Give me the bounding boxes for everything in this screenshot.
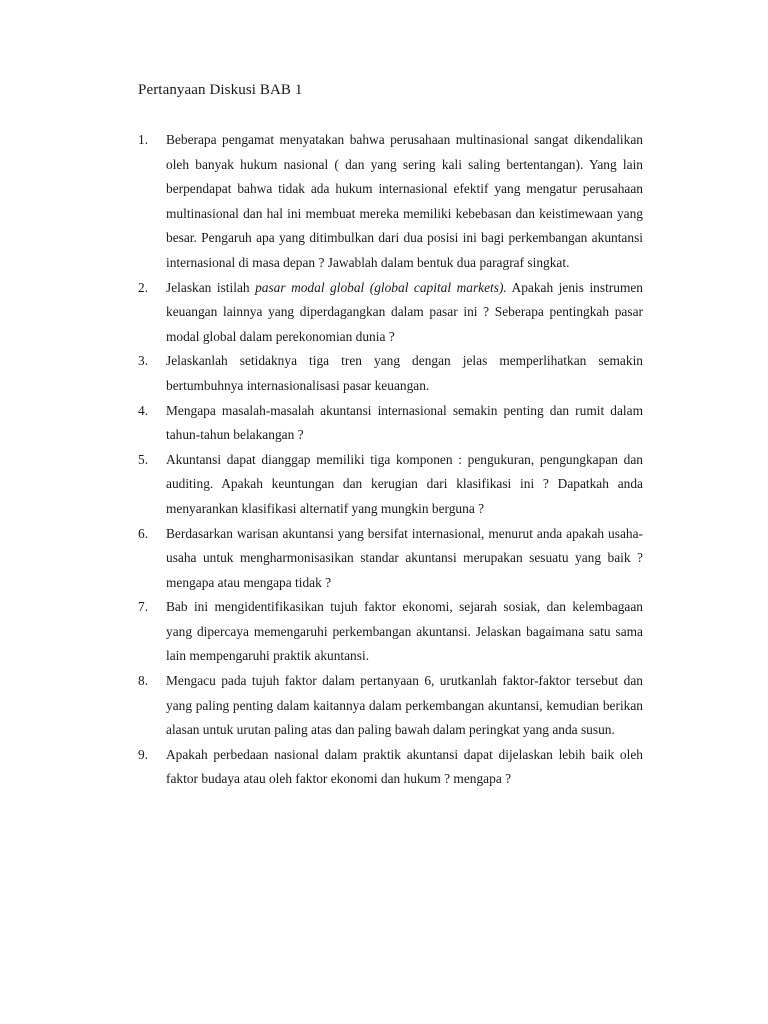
question-item-8 [138, 669, 643, 743]
question-number: 3. [138, 353, 149, 369]
question-text: Beberapa pengamat menyatakan bahwa perusahaan multinasional sangat dikendalikan oleh banyak hukum nasional ( dan yang sering kali saling bertentangan). Yang lain berpendapat bahwa tidak ada hukum internasional efektif yang mengatur perusahaan multinasional dan hal ini membuat mereka memiliki kebebasan dan keistimewaan yang besar. Pengaruh apa yang ditimbulkan dari dua posisi ini bagi perkembangan akuntansi internasional di masa depan ? Jawablah dalam bentuk dua paragraf singkat. [166, 132, 643, 270]
question-item-1 [138, 128, 643, 276]
question-item-2 [138, 276, 643, 350]
question-number: 2. [138, 279, 149, 295]
question-text-emphasis: pasar modal global (global capital markets). [255, 279, 507, 295]
question-text: Jelaskanlah setidaknya tiga tren yang dengan jelas memperlihatkan semakin bertumbuhnya internasionalisasi pasar keuangan. [166, 353, 643, 393]
question-text: Berdasarkan warisan akuntansi yang bersifat internasional, menurut anda apakah usaha-usaha untuk mengharmonisasikan standar akuntansi merupakan sesuatu yang baik ? mengapa atau mengapa tidak ? [166, 525, 643, 590]
question-number: 4. [138, 402, 149, 418]
question-text: Mengapa masalah-masalah akuntansi internasional semakin penting dan rumit dalam tahun-tahun belakangan ? [166, 402, 643, 443]
question-item-5 [138, 448, 643, 522]
question-text: Akuntansi dapat dianggap memiliki tiga komponen : pengukuran, pengungkapan dan auditing. Apakah keuntungan dan kerugian dari klasifikasi ini ? Dapatkah anda menyarankan klasifikasi alternatif yang mungkin berguna ? [166, 451, 643, 516]
question-item-9 [138, 743, 643, 792]
page-title: Pertanyaan Diskusi BAB 1 [138, 82, 303, 98]
question-item-7 [138, 595, 643, 669]
question-item-4 [138, 399, 643, 448]
question-number: 6. [138, 525, 149, 541]
question-number: 7. [138, 599, 149, 615]
question-list [138, 128, 643, 792]
question-number: 1. [138, 132, 149, 147]
question-text: Mengacu pada tujuh faktor dalam pertanyaan 6, urutkanlah faktor-faktor tersebut dan yang paling penting dalam kaitannya dalam perkembangan akuntansi, kemudian berikan alasan untuk urutan paling atas dan paling bawah dalam peringkat yang anda susun. [166, 673, 643, 738]
question-text-part: Apakah jenis instrumen keuangan lainnya yang diperdagangkan dalam pasar ini ? Seberapa pentingkah pasar modal global dalam perekonomian dunia ? [166, 279, 644, 344]
question-text: Bab ini mengidentifikasikan tujuh faktor ekonomi, sejarah sosiak, dan kelembagaan yang dipercaya memengaruhi perkembangan akuntansi. Jelaskan bagaimana satu sama lain mempengaruhi praktik akuntansi. [166, 599, 643, 664]
question-item-6 [138, 522, 643, 596]
question-number: 5. [138, 451, 149, 467]
question-item-3 [138, 349, 643, 398]
question-number: 9. [138, 746, 149, 762]
question-number: 8. [138, 673, 149, 689]
question-text: Apakah perbedaan nasional dalam praktik akuntansi dapat dijelaskan lebih baik oleh faktor budaya atau oleh faktor ekonomi dan hukum ? mengapa ? [166, 746, 643, 787]
question-text-part: Jelaskan istilah [166, 279, 256, 295]
